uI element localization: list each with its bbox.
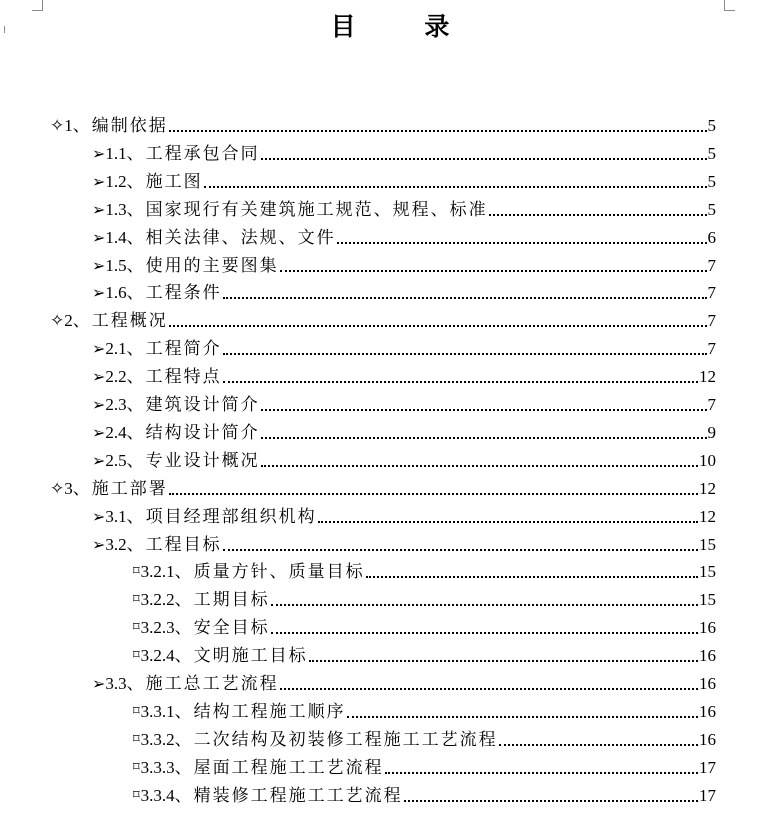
- arrow-bullet-icon: ➢: [92, 143, 106, 163]
- toc-entry-title: 施工总工艺流程: [145, 674, 279, 694]
- toc-entry-page-number: 5: [707, 116, 716, 135]
- toc-entry-level-2[interactable]: [92, 527, 716, 555]
- toc-entry-number: 1.5: [105, 255, 127, 275]
- toc-entry-title: 相关法律、法规、文件: [145, 227, 336, 248]
- toc-entry-level-1[interactable]: [50, 471, 716, 499]
- toc-entry-level-3[interactable]: [133, 722, 716, 750]
- toc-entry-title: 工程承包合同: [145, 143, 260, 164]
- dot-leader: [280, 269, 707, 272]
- toc-entry-page-number: 16: [699, 646, 716, 666]
- toc-entry-level-2[interactable]: [92, 443, 716, 471]
- toc-entry-separator: 、: [126, 143, 146, 164]
- toc-entry-separator: 、: [126, 255, 146, 276]
- toc-entry-page-number: 16: [699, 729, 716, 749]
- dot-leader: [280, 687, 698, 690]
- toc-entry-title: 安全目标: [193, 618, 270, 639]
- toc-entry-page-number: 9: [707, 422, 716, 442]
- arrow-bullet-icon: ➢: [92, 395, 106, 414]
- toc-entry-page-number: 7: [707, 339, 716, 359]
- dot-leader: [404, 799, 698, 802]
- arrow-bullet-icon: ➢: [92, 199, 106, 219]
- toc-entry-title: 使用的主要图集: [145, 255, 279, 276]
- square-bullet-icon: ⌑: [133, 564, 140, 580]
- dot-leader: [261, 464, 698, 467]
- toc-entry-number: 1.2: [105, 171, 127, 191]
- square-bullet-icon: ⌑: [133, 648, 140, 664]
- toc-entry-page-number: 6: [707, 227, 716, 247]
- dot-leader: [337, 241, 707, 244]
- toc-entry-separator: 、: [174, 646, 194, 667]
- arrow-bullet-icon: ➢: [92, 534, 106, 554]
- square-bullet-icon: ⌑: [133, 731, 140, 747]
- dot-leader: [169, 492, 698, 495]
- toc-entry-number: 3.1: [105, 506, 127, 526]
- toc-entry-number: 2.2: [105, 367, 127, 387]
- toc-entry-number: 3.3.3: [140, 757, 175, 777]
- toc-entry-number: 1.4: [105, 227, 127, 247]
- toc-entry-page-number: 5: [707, 143, 716, 163]
- toc-entry-title: 施工图: [145, 171, 203, 192]
- toc-entry-number: 3.2.1: [140, 562, 175, 582]
- toc-entry-level-2[interactable]: [92, 331, 716, 359]
- toc-entry-title: 结构工程施工顺序: [193, 701, 346, 722]
- toc-entry-separator: 、: [126, 506, 146, 527]
- arrow-bullet-icon: ➢: [92, 422, 106, 442]
- dot-leader: [499, 743, 698, 746]
- arrow-bullet-icon: ➢: [92, 171, 106, 191]
- toc-entry-separator: 、: [174, 785, 194, 806]
- toc-entry-number: 3.3.1: [140, 701, 175, 721]
- toc-entry-number: 3.2.2: [140, 590, 175, 610]
- toc-entry-separator: 、: [126, 450, 146, 471]
- toc-entry-separator: 、: [174, 701, 194, 722]
- toc-entry-separator: 、: [126, 534, 146, 555]
- square-bullet-icon: ⌑: [133, 592, 140, 608]
- toc-entry-level-2[interactable]: [92, 136, 716, 164]
- toc-entry-page-number: 12: [699, 478, 716, 498]
- toc-entry-separator: 、: [126, 367, 146, 388]
- toc-entry-separator: 、: [72, 116, 92, 136]
- toc-entry-number: 3: [64, 478, 73, 498]
- arrow-bullet-icon: ➢: [92, 339, 106, 359]
- toc-entry-level-2[interactable]: [92, 275, 716, 303]
- square-bullet-icon: ⌑: [133, 703, 140, 719]
- toc-entry-level-3[interactable]: [133, 750, 716, 778]
- toc-entry-level-2[interactable]: [92, 499, 716, 527]
- toc-entry-level-3[interactable]: [133, 694, 716, 722]
- dot-leader: [261, 408, 707, 411]
- square-bullet-icon: ⌑: [133, 759, 140, 775]
- arrow-bullet-icon: ➢: [92, 506, 106, 526]
- toc-entry-title: 工程目标: [145, 534, 222, 555]
- toc-entry-separator: 、: [126, 674, 146, 694]
- toc-entry-page-number: 5: [707, 199, 716, 219]
- toc-entry-level-2[interactable]: [92, 359, 716, 387]
- toc-entry-level-2[interactable]: [92, 415, 716, 443]
- dot-leader: [309, 659, 698, 662]
- toc-entry-separator: 、: [126, 227, 146, 248]
- toc-entry-level-3[interactable]: [133, 610, 716, 638]
- toc-entry-number: 3.3.2: [140, 729, 175, 749]
- dot-leader: [489, 213, 707, 216]
- toc-entry-separator: 、: [72, 478, 92, 499]
- dot-leader: [204, 185, 707, 188]
- dot-leader: [169, 324, 707, 327]
- toc-entry-separator: 、: [174, 618, 194, 639]
- toc-entry-page-number: 16: [699, 674, 716, 693]
- toc-entry-number: 3.2.3: [140, 618, 175, 638]
- arrow-bullet-icon: ➢: [92, 283, 106, 303]
- toc-entry-level-2[interactable]: [92, 164, 716, 192]
- toc-entry-title: 项目经理部组织机构: [145, 506, 317, 527]
- toc-entry-page-number: 10: [699, 450, 716, 470]
- toc-entry-title: 专业设计概况: [145, 450, 260, 471]
- toc-entry-page-number: 12: [699, 367, 716, 387]
- toc-entry-title: 建筑设计简介: [145, 395, 260, 415]
- toc-entry-number: 3.2: [105, 534, 127, 554]
- diamond-bullet-icon: ✧: [50, 116, 65, 136]
- toc-entry-page-number: 15: [699, 590, 716, 610]
- toc-entry-title: 工程概况: [91, 311, 168, 332]
- diamond-bullet-icon: ✧: [50, 311, 65, 332]
- toc-entry-page-number: 12: [699, 506, 716, 526]
- toc-entry-level-1[interactable]: [50, 108, 716, 136]
- toc-entry-number: 1.6: [105, 283, 127, 303]
- toc-title: 目 录: [330, 12, 480, 41]
- toc-entry-title: 文明施工目标: [193, 646, 308, 667]
- toc-entry-number: 1: [64, 116, 73, 135]
- square-bullet-icon: ⌑: [133, 787, 140, 803]
- toc-entry-page-number: 7: [707, 311, 716, 331]
- toc-entry-page-number: 7: [707, 395, 716, 414]
- toc-entry-title: 编制依据: [91, 116, 168, 136]
- dot-leader: [261, 436, 707, 439]
- toc-entry-page-number: 17: [699, 757, 716, 777]
- toc-entry-title: 工程简介: [145, 339, 222, 360]
- arrow-bullet-icon: ➢: [92, 367, 106, 387]
- dot-leader: [169, 129, 707, 132]
- toc-entry-separator: 、: [126, 339, 146, 360]
- dot-leader: [271, 603, 698, 606]
- dot-leader: [385, 771, 698, 774]
- toc-entry-level-2[interactable]: [92, 387, 716, 415]
- toc-entry-page-number: 17: [699, 785, 716, 805]
- toc-entry-number: 3.3.4: [140, 785, 175, 805]
- toc-entry-page-number: 15: [699, 562, 716, 582]
- toc-entry-title: 工程条件: [145, 283, 222, 304]
- toc-entry-separator: 、: [126, 422, 146, 443]
- dot-leader: [366, 575, 698, 578]
- dot-leader: [223, 548, 698, 551]
- toc-entry-level-2[interactable]: [92, 220, 716, 248]
- toc-entry-number: 2.1: [105, 339, 127, 359]
- arrow-bullet-icon: ➢: [92, 255, 106, 275]
- diamond-bullet-icon: ✧: [50, 478, 65, 499]
- toc-entry-number: 2: [64, 311, 73, 331]
- toc-entry-page-number: 16: [699, 618, 716, 638]
- toc-entry-level-3[interactable]: [133, 582, 716, 610]
- toc-entry-number: 3.2.4: [140, 646, 175, 666]
- toc-entry-title: 精装修工程施工工艺流程: [193, 785, 403, 806]
- toc-entry-separator: 、: [126, 171, 146, 192]
- square-bullet-icon: ⌑: [133, 620, 140, 636]
- toc-entry-page-number: 5: [707, 171, 716, 191]
- toc-entry-separator: 、: [174, 562, 194, 583]
- toc-entry-separator: 、: [126, 199, 146, 220]
- toc-entry-separator: 、: [72, 311, 92, 332]
- toc-entry-separator: 、: [174, 729, 194, 750]
- toc-entry-level-3[interactable]: [133, 778, 716, 806]
- toc-entry-number: 1.3: [105, 199, 127, 219]
- toc-entry-level-2[interactable]: [92, 248, 716, 276]
- toc-entry-title: 结构设计简介: [145, 422, 260, 443]
- dot-leader: [223, 296, 707, 299]
- toc-entry-separator: 、: [126, 283, 146, 304]
- toc-entry-title: 质量方针、质量目标: [193, 562, 365, 583]
- toc-entry-page-number: 15: [699, 534, 716, 554]
- dot-leader: [223, 352, 707, 355]
- dot-leader: [261, 157, 707, 160]
- arrow-bullet-icon: ➢: [92, 227, 106, 247]
- toc-entry-number: 2.4: [105, 422, 127, 442]
- arrow-bullet-icon: ➢: [92, 450, 106, 470]
- toc-entry-page-number: 7: [707, 283, 716, 303]
- toc-entry-page-number: 7: [707, 255, 716, 275]
- toc-entry-level-2[interactable]: [92, 192, 716, 220]
- dot-leader: [223, 380, 698, 383]
- toc-entry-number: 2.3: [105, 395, 127, 414]
- dot-leader: [318, 520, 698, 523]
- toc-entry-level-2[interactable]: [92, 666, 716, 694]
- arrow-bullet-icon: ➢: [92, 674, 106, 693]
- toc-entry-title: 工程特点: [145, 367, 222, 388]
- toc-entry-level-3[interactable]: [133, 638, 716, 666]
- toc-entry-separator: 、: [174, 590, 194, 611]
- toc-entry-separator: 、: [126, 395, 146, 415]
- dot-leader: [347, 715, 698, 718]
- toc-entry-separator: 、: [174, 757, 194, 778]
- toc-entry-page-number: 16: [699, 701, 716, 721]
- toc-entry-title: 国家现行有关建筑施工规范、规程、标准: [145, 199, 488, 220]
- dot-leader: [271, 631, 698, 634]
- toc-entry-title: 施工部署: [91, 478, 168, 499]
- toc-entry-number: 2.5: [105, 450, 127, 470]
- toc-entry-title: 二次结构及初装修工程施工工艺流程: [193, 729, 498, 750]
- toc-entry-level-3[interactable]: [133, 554, 716, 582]
- toc-entry-number: 3.3: [105, 674, 127, 693]
- toc-entry-number: 1.1: [105, 143, 127, 163]
- toc-entry-title: 屋面工程施工工艺流程: [193, 757, 384, 778]
- toc-entry-level-1[interactable]: [50, 303, 716, 331]
- toc-entry-title: 工期目标: [193, 590, 270, 611]
